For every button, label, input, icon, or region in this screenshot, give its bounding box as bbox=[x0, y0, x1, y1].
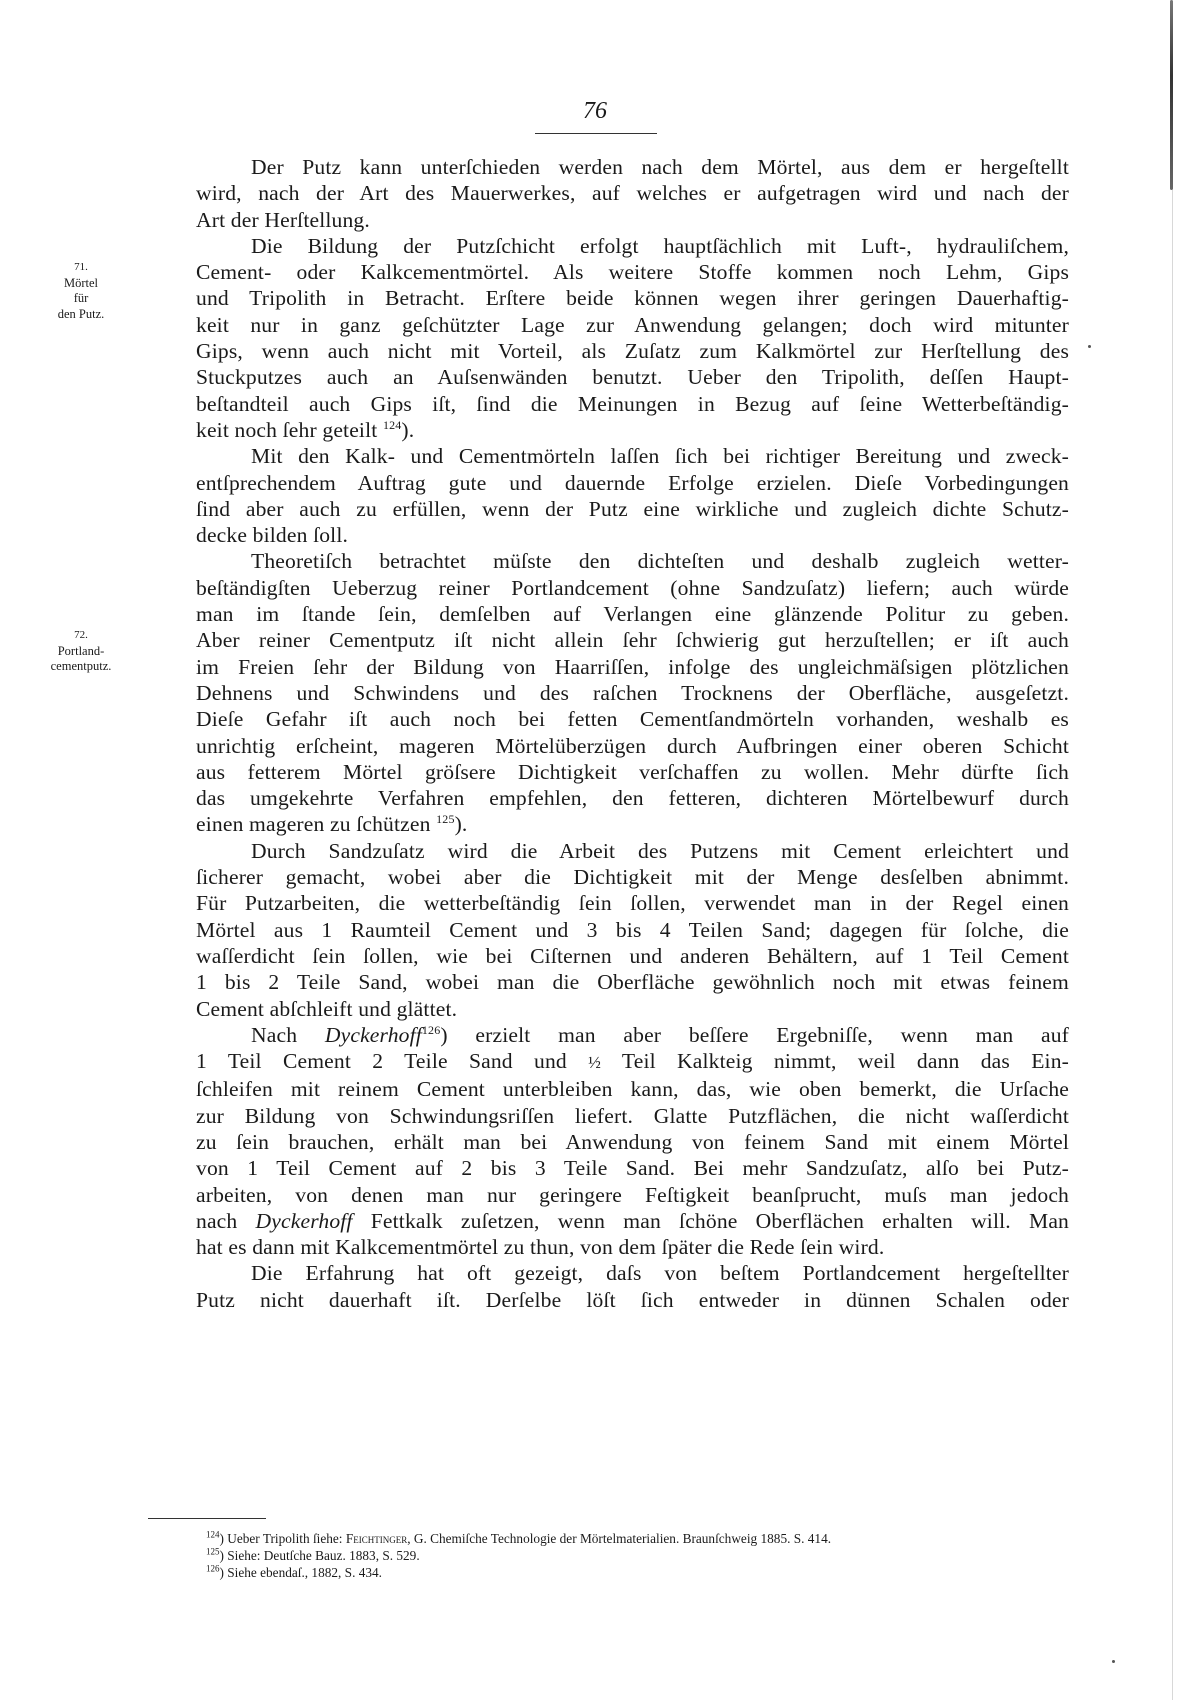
page-number: 76 bbox=[583, 98, 607, 124]
text-line: Die Erfahrung hat oft gezeigt, daſs von beſtem Portlandcement hergeſtellter bbox=[251, 1261, 1069, 1286]
text-line: und Tripolith in Betracht. Erſtere beide können wegen ihrer geringen Dauerhaftig- bbox=[196, 286, 1069, 311]
paragraph-1 bbox=[141, 154, 1069, 233]
text-line bbox=[141, 1022, 1069, 1048]
fraction-half: ½ bbox=[588, 1053, 602, 1073]
footnote-number: 126 bbox=[206, 1563, 220, 1574]
text-line bbox=[141, 1048, 1069, 1076]
text-span: nach bbox=[196, 1208, 238, 1233]
footnote-ref-124[interactable]: 124 bbox=[382, 417, 402, 432]
paragraph-4 bbox=[141, 548, 1069, 837]
margin-note-number: 72. bbox=[74, 629, 88, 641]
text-line: Durch Sandzuſatz wird die Arbeit des Putzens mit Cement erleichtert und bbox=[251, 838, 1069, 863]
footnote-126 bbox=[206, 1564, 1086, 1581]
text-line: Mit den Kalk- und Cementmörteln laſſen ſich bei richtiger Bereitung und zweck- bbox=[251, 444, 1069, 469]
text-line: Cement abſchleift und glättet. bbox=[196, 996, 458, 1021]
text-line: Für Putzarbeiten, die wetterbeſtändig ſein ſollen, verwendet man in der Regel einen bbox=[196, 891, 1069, 916]
text-line bbox=[141, 1208, 1069, 1234]
text-line: Cement- oder Kalkcementmörtel. Als weitere Stoffe kommen noch Lehm, Gips bbox=[196, 260, 1069, 285]
text-line: Aber reiner Cementputz iſt nicht allein ſehr ſchwierig gut herzuſtellen; er iſt auch bbox=[196, 628, 1069, 653]
text-line: Gips, wenn auch nicht mit Vorteil, als Zuſatz zum Kalkmörtel zur Herſtellung des bbox=[196, 339, 1069, 364]
text-line: man im ſtande ſein, demſelben auf Verlangen eine glänzende Politur zu geben. bbox=[196, 602, 1069, 627]
text-span: ). bbox=[454, 812, 468, 837]
text-line: waſſerdicht ſein ſollen, wie bei Ciſternen und anderen Behältern, auf 1 Teil Cement bbox=[196, 943, 1069, 968]
body-text bbox=[141, 154, 1069, 1313]
margin-note-line: Portland- bbox=[57, 643, 105, 658]
text-line: entſprechendem Auftrag gute und dauernde Erfolge erzielen. Dieſe Vorbedingungen bbox=[196, 470, 1069, 495]
paragraph-6 bbox=[141, 1022, 1069, 1261]
paragraph-3 bbox=[141, 443, 1069, 548]
text-line: Theoretiſch betrachtet müſste den dichteſten und deshalb zugleich wetter- bbox=[251, 549, 1069, 574]
margin-note-line: cementputz. bbox=[50, 659, 112, 673]
footnote-ref-125[interactable]: 125 bbox=[436, 812, 455, 827]
text-span: einen mageren zu ſchützen bbox=[196, 812, 431, 837]
text-line: decke bilden ſoll. bbox=[196, 523, 349, 548]
text-span: Fettkalk zuſetzen, wenn man ſchöne Oberflächen erhalten will. Man bbox=[370, 1208, 1069, 1233]
margin-note-line: für bbox=[73, 291, 89, 305]
text-line bbox=[141, 417, 1069, 443]
text-line: Der Putz kann unterſchieden werden nach dem Mörtel, aus dem er hergeſtellt bbox=[251, 155, 1069, 179]
text-line: zu ſein brauchen, erhält man bei Anwendung von feinem Sand mit einem Mörtel bbox=[196, 1129, 1069, 1154]
footnote-rule bbox=[148, 1518, 266, 1519]
text-span: 1 Teil Cement 2 Teile Sand und bbox=[196, 1049, 567, 1074]
author-name-italic: Dyckerhoff bbox=[255, 1208, 353, 1233]
text-span: ) erzielt man aber beſſere Ergebniſſe, wenn man auf bbox=[440, 1022, 1069, 1047]
text-line: arbeiten, von denen man nur geringere Feſtigkeit beanſprucht, muſs man jedoch bbox=[196, 1182, 1069, 1207]
margin-note-number: 71. bbox=[74, 261, 88, 273]
text-line: zur Bildung von Schwindungsriſſen liefert. Glatte Putzflächen, die nicht waſſerdicht bbox=[196, 1103, 1069, 1128]
scan-dust-speck bbox=[1088, 345, 1091, 348]
text-line: unrichtig erſcheint, mageren Mörtelüberzügen durch Aufbringen einer oberen Schicht bbox=[196, 733, 1069, 758]
text-line: Stuckputzes auch an Auſsenwänden benutzt. Ueber den Tripolith, deſſen Haupt- bbox=[196, 365, 1069, 390]
scan-page-edge bbox=[1170, 0, 1173, 190]
footnote-text: ) Siehe ebendaſ., 1882, S. 434. bbox=[219, 1565, 382, 1580]
text-span: ). bbox=[401, 417, 415, 442]
footnote-124 bbox=[206, 1530, 1086, 1547]
text-span: Nach bbox=[251, 1022, 298, 1047]
text-line: von 1 Teil Cement auf 2 bis 3 Teile Sand. Bei mehr Sandzuſatz, alſo bei Putz- bbox=[196, 1156, 1069, 1181]
text-line: Art der Herſtellung. bbox=[196, 207, 370, 232]
text-line: ſind aber auch zu erfüllen, wenn der Putz eine wirkliche und zugleich dichte Schutz- bbox=[196, 496, 1069, 521]
footnote-number: 124 bbox=[206, 1529, 220, 1540]
footnote-text: ) Ueber Tripolith ſiehe: bbox=[219, 1531, 346, 1546]
text-line: aus fetterem Mörtel gröſsere Dichtigkeit verſchaffen zu wollen. Mehr dürfte ſich bbox=[196, 759, 1069, 784]
footnote-125 bbox=[206, 1547, 1086, 1564]
header-rule bbox=[535, 133, 657, 134]
text-line: Dieſe Gefahr iſt auch noch bei fetten Cementſandmörteln vorhanden, weshalb es bbox=[196, 707, 1069, 732]
text-span: keit noch ſehr geteilt bbox=[196, 417, 378, 442]
margin-note-72 bbox=[36, 628, 126, 675]
text-line: das umgekehrte Verfahren empfehlen, den fetteren, dichteren Mörtelbewurf durch bbox=[196, 786, 1069, 811]
text-line: wird, nach der Art des Mauerwerkes, auf welches er aufgetragen wird und nach der bbox=[196, 181, 1069, 206]
text-line: beſtandteil auch Gips iſt, ſind die Meinungen in Bezug auf ſeine Wetterbeſtändig- bbox=[196, 391, 1069, 416]
paragraph-2 bbox=[141, 233, 1069, 443]
text-line: im Freien ſehr der Bildung von Haarriſſen, infolge des ungleichmäſsigen plötzlichen bbox=[196, 654, 1069, 679]
paragraph-7 bbox=[141, 1260, 1069, 1313]
margin-note-line: Mörtel bbox=[63, 275, 99, 290]
text-line: Putz nicht dauerhaft iſt. Derſelbe löſt ſich entweder in dünnen Schalen oder bbox=[196, 1287, 1069, 1312]
text-span: Teil Kalkteig nimmt, weil dann das Ein- bbox=[621, 1049, 1069, 1074]
footnote-text: , G. Chemiſche Technologie der Mörtelmaterialien. Braunſchweig 1885. S. 414. bbox=[407, 1531, 832, 1546]
text-line: Mörtel aus 1 Raumteil Cement und 3 bis 4 Teilen Sand; dagegen für ſolche, die bbox=[196, 917, 1069, 942]
text-line: ſicherer gemacht, wobei aber die Dichtigkeit mit der Menge desſelben abnimmt. bbox=[196, 865, 1069, 890]
footnote-number: 125 bbox=[206, 1546, 220, 1557]
author-name-italic: Dyckerhoff bbox=[324, 1022, 422, 1047]
scan-page-edge-line bbox=[1172, 190, 1173, 1700]
margin-note-71 bbox=[36, 260, 126, 322]
text-line: beſtändigſten Ueberzug reiner Portlandcement (ohne Sandzuſatz) liefern; auch würde bbox=[196, 575, 1069, 600]
text-line bbox=[141, 811, 1069, 837]
text-line: 1 bis 2 Teile Sand, wobei man die Oberfläche gewöhnlich noch mit etwas feinem bbox=[196, 970, 1069, 995]
footnote-text: ) Siehe: Deutſche Bauz. 1883, S. 529. bbox=[219, 1548, 420, 1563]
margin-note-line: den Putz. bbox=[57, 306, 105, 321]
text-line: keit nur in ganz geſchützter Lage zur Anwendung gelangen; doch wird mitunter bbox=[196, 312, 1069, 337]
paragraph-5 bbox=[141, 838, 1069, 1022]
footnotes bbox=[206, 1530, 1086, 1581]
text-line: Dehnens und Schwindens und des raſchen Trocknens der Oberfläche, ausgeſetzt. bbox=[196, 680, 1069, 705]
text-line: hat es dann mit Kalkcementmörtel zu thun, von dem ſpäter die Rede ſein wird. bbox=[196, 1235, 885, 1260]
text-line: ſchleifen mit reinem Cement unterbleiben kann, das, wie oben bemerkt, die Urſache bbox=[196, 1077, 1069, 1102]
text-line: Die Bildung der Putzſchicht erfolgt hauptſächlich mit Luft-, hydrauliſchem, bbox=[251, 233, 1069, 258]
footnote-ref-126[interactable]: 126 bbox=[421, 1022, 441, 1037]
footnote-author: Feichtinger bbox=[345, 1531, 408, 1546]
scan-dust-speck bbox=[1112, 1660, 1115, 1663]
